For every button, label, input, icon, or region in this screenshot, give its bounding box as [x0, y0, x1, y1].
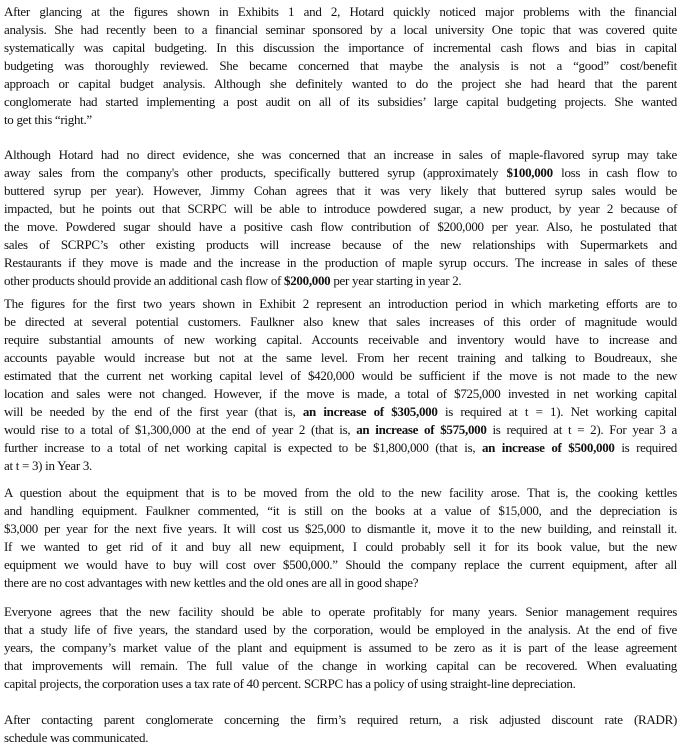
text-line	[4, 457, 677, 475]
text-segment: schedule was communicated.	[4, 730, 149, 745]
text-segment: impacted, but he points out that SCRPC will be able to introduce powdered sugar, a new product, by year 2 because of	[4, 201, 677, 216]
text-segment: A question about the equipment that is to be moved from the old to the new facility arose. That is, the cooking kettles	[4, 485, 677, 500]
text-line	[4, 164, 677, 182]
text-line	[4, 538, 677, 556]
text-segment: accounts payable would increase but not at the same level. From her recent training and talking to Boudreaux, she	[4, 350, 677, 365]
text-line	[4, 93, 677, 111]
bold-text: $200,000	[284, 273, 331, 288]
text-line	[4, 295, 677, 313]
text-line	[4, 711, 677, 729]
text-line	[4, 675, 677, 693]
text-line	[4, 272, 677, 290]
text-line	[4, 439, 677, 457]
text-segment: there are no cost advantages with new kettles and the old ones are all in good shape?	[4, 575, 419, 590]
text-segment: budgeting was thoroughly reviewed. She became concerned that maybe the analysis is not a “good” cost/benefit	[4, 58, 677, 73]
text-line	[4, 111, 677, 129]
text-line	[4, 349, 677, 367]
text-segment: location and sales were not changed. However, if the move is made, a total of $725,000 invested in net working capital	[4, 386, 677, 401]
bold-text: an increase of $575,000	[356, 422, 487, 437]
text-line	[4, 75, 677, 93]
text-line	[4, 403, 677, 421]
text-segment: is required	[614, 440, 677, 455]
text-segment: is required at t = 2). For year 3 a	[486, 422, 678, 437]
text-segment: away sales from the company's other products, specifically buttered syrup (approximately	[4, 165, 507, 180]
text-line	[4, 385, 677, 403]
paragraph-financial-problems	[4, 3, 677, 129]
paragraph-study-life	[4, 603, 677, 693]
text-segment: and handling equipment. Faulkner commented, “it is still on the books at a value of $15,000, and the depreciation is	[4, 503, 677, 518]
text-segment: years, the company’s market value of the plant and equipment is assumed to be zero as it is part of the lease agreement	[4, 640, 677, 655]
text-segment: other products should provide an additional cash flow of	[4, 273, 285, 288]
text-segment: would rise to a total of $1,300,000 at the end of year 2 (that is,	[4, 422, 357, 437]
text-segment: analysis. She had recently been to a financial seminar sponsored by a local university One topic that was covered quite	[4, 22, 677, 37]
text-line	[4, 3, 677, 21]
paragraph-equipment	[4, 484, 677, 592]
text-segment: approach or capital budget analysis. Although she definitely wanted to do the project she had heard that the parent	[4, 76, 677, 91]
text-segment: at t = 3) in Year 3.	[4, 458, 92, 473]
text-segment: Restaurants if they move is made and the increase in the production of maple syrup occurs. The increase in sales of these	[4, 255, 677, 270]
text-segment: the move. Powdered sugar should have a positive cash flow contribution of $200,000 per year. Also, he postulated that	[4, 219, 677, 234]
text-segment: conglomerate had started implementing a post audit on all of its subsidies’ large capital budgeting projects. She wanted	[4, 94, 677, 109]
text-segment: estimated that the current net working capital level of $420,000 would be sufficient if the move is not made to the new	[4, 368, 677, 383]
text-segment: be directed at several potential customers. Faulkner also knew that sales increases of this order of magnitude would	[4, 314, 677, 329]
text-line	[4, 502, 677, 520]
text-line	[4, 39, 677, 57]
text-line	[4, 200, 677, 218]
text-segment: After glancing at the figures shown in Exhibits 1 and 2, Hotard quickly noticed major problems with the financial	[4, 4, 677, 19]
paragraph-radr	[4, 711, 677, 747]
text-line	[4, 639, 677, 657]
text-segment: systematically was capital budgeting. In this discussion the importance of incremental cash flows and bias in capital	[4, 40, 677, 55]
text-line	[4, 556, 677, 574]
text-line	[4, 367, 677, 385]
text-segment: require substantial amounts of new working capital. Accounts receivable and inventory would have to increase and	[4, 332, 677, 347]
bold-text: an increase of $500,000	[481, 440, 615, 455]
text-line	[4, 313, 677, 331]
text-segment: sales of SCRPC’s other existing products will increase because of the new relationships with Supermarkets and	[4, 237, 677, 252]
paragraph-cannibalization	[4, 146, 677, 290]
text-segment: further increase to a total of net working capital is expected to be $1,800,000 (that is,	[4, 440, 482, 455]
text-line	[4, 603, 677, 621]
text-segment: Although Hotard had no direct evidence, she was concerned that an increase in sales of maple-flavored syrup may take	[4, 147, 677, 162]
bold-text: $100,000	[506, 165, 553, 180]
text-segment: buttered syrup per year). However, Jimmy Cohan agrees that it was very likely that buttered syrup sales would be	[4, 183, 677, 198]
text-line	[4, 57, 677, 75]
text-line	[4, 729, 677, 747]
text-segment: $3,000 per year for the next five years. It will cost us $25,000 to dismantle it, move it to the new building, and reinstall it.	[4, 521, 677, 536]
text-line	[4, 218, 677, 236]
text-line	[4, 520, 677, 538]
text-line	[4, 146, 677, 164]
text-line	[4, 182, 677, 200]
text-segment: equipment we would have to buy will cost over $500,000.” Should the company replace the current equipment, after all	[4, 557, 677, 572]
text-segment: that a study life of five years, the standard used by the corporation, would be employed in the analysis. At the end of five	[4, 622, 677, 637]
text-segment: that improvements will remain. The full value of the change in working capital can be recovered. When evaluating	[4, 658, 677, 673]
text-segment: per year starting in year 2.	[330, 273, 462, 288]
text-line	[4, 484, 677, 502]
bold-text: an increase of $305,000	[302, 404, 438, 419]
text-line	[4, 421, 677, 439]
text-line	[4, 236, 677, 254]
text-segment: is required at t = 1). Net working capital	[437, 404, 677, 419]
text-line	[4, 254, 677, 272]
paragraph-working-capital	[4, 295, 677, 475]
text-segment: to get this “right.”	[4, 112, 92, 127]
text-line	[4, 21, 677, 39]
text-segment: Everyone agrees that the new facility should be able to operate profitably for many years. Senior management requires	[4, 604, 677, 619]
text-line	[4, 574, 677, 592]
text-line	[4, 657, 677, 675]
text-line	[4, 621, 677, 639]
text-segment: loss in cash flow to	[552, 165, 677, 180]
text-segment: If we wanted to get rid of it and buy all new equipment, I could probably sell it for its book value, but the new	[4, 539, 677, 554]
text-segment: The figures for the first two years shown in Exhibit 2 represent an introduction period in which marketing efforts are to	[4, 296, 677, 311]
text-segment: will be needed by the end of the first year (that is,	[4, 404, 303, 419]
text-segment: After contacting parent conglomerate concerning the firm’s required return, a risk adjusted discount rate (RADR)	[4, 712, 677, 727]
text-line	[4, 331, 677, 349]
text-segment: capital projects, the corporation uses a tax rate of 40 percent. SCRPC has a policy of using straight-line depreciation.	[4, 676, 576, 691]
